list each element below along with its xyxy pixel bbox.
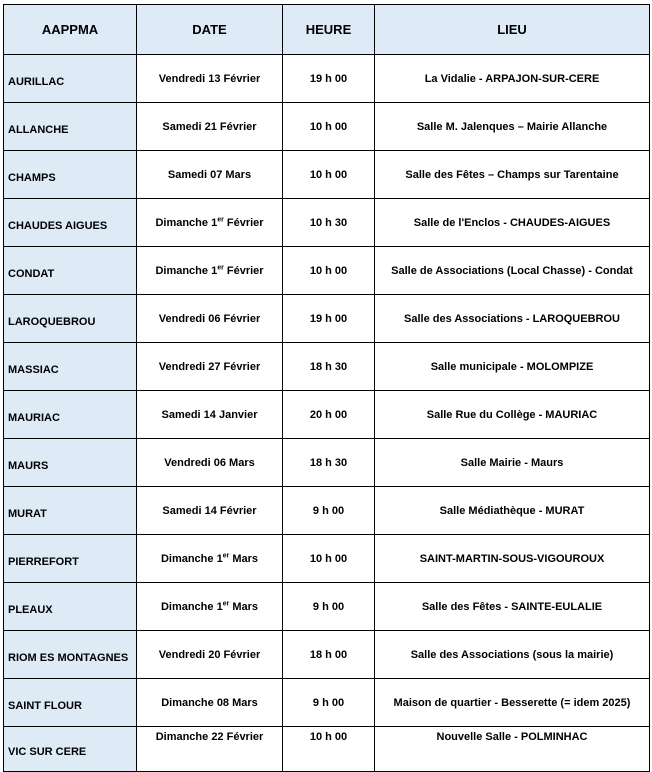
cell-date: Vendredi 27 Février bbox=[137, 343, 283, 391]
cell-date: Vendredi 20 Février bbox=[137, 631, 283, 679]
cell-lieu: Nouvelle Salle - POLMINHAC bbox=[375, 727, 650, 772]
cell-heure: 18 h 30 bbox=[283, 343, 375, 391]
cell-date bbox=[137, 583, 283, 631]
cell-lieu: Salle des Associations (sous la mairie) bbox=[375, 631, 650, 679]
table-row bbox=[4, 199, 650, 247]
table-row bbox=[4, 727, 650, 772]
cell-lieu: Salle Rue du Collège - MAURIAC bbox=[375, 391, 650, 439]
cell-date: Samedi 07 Mars bbox=[137, 151, 283, 199]
table-row bbox=[4, 583, 650, 631]
cell-aappma: CHAMPS bbox=[4, 151, 137, 199]
cell-lieu: Salle Médiathèque - MURAT bbox=[375, 487, 650, 535]
cell-aappma: ALLANCHE bbox=[4, 103, 137, 151]
cell-heure: 10 h 00 bbox=[283, 103, 375, 151]
cell-aappma: MURAT bbox=[4, 487, 137, 535]
date-month: Mars bbox=[229, 552, 259, 565]
cell-aappma: LAROQUEBROU bbox=[4, 295, 137, 343]
cell-aappma: CONDAT bbox=[4, 247, 137, 295]
cell-lieu: SAINT-MARTIN-SOUS-VIGOUROUX bbox=[375, 535, 650, 583]
table-row bbox=[4, 343, 650, 391]
table-row bbox=[4, 103, 650, 151]
table-row bbox=[4, 679, 650, 727]
cell-heure: 9 h 00 bbox=[283, 679, 375, 727]
cell-aappma: SAINT FLOUR bbox=[4, 679, 137, 727]
date-text: Dimanche 1 bbox=[155, 216, 218, 229]
cell-lieu: Salle municipale - MOLOMPIZE bbox=[375, 343, 650, 391]
cell-date: Samedi 14 Janvier bbox=[137, 391, 283, 439]
cell-heure: 10 h 00 bbox=[283, 535, 375, 583]
date-text: Dimanche 1 bbox=[160, 552, 223, 565]
table-row bbox=[4, 55, 650, 103]
cell-aappma: AURILLAC bbox=[4, 55, 137, 103]
cell-lieu: Salle des Fêtes – Champs sur Tarentaine bbox=[375, 151, 650, 199]
cell-date bbox=[137, 535, 283, 583]
table-row bbox=[4, 439, 650, 487]
table-row bbox=[4, 295, 650, 343]
cell-heure: 9 h 00 bbox=[283, 487, 375, 535]
cell-date: Vendredi 06 Février bbox=[137, 295, 283, 343]
cell-aappma: PIERREFORT bbox=[4, 535, 137, 583]
cell-date: Vendredi 13 Février bbox=[137, 55, 283, 103]
table-row bbox=[4, 247, 650, 295]
header-aappma: AAPPMA bbox=[4, 5, 137, 55]
cell-date: Vendredi 06 Mars bbox=[137, 439, 283, 487]
cell-date: Samedi 14 Février bbox=[137, 487, 283, 535]
date-month: Février bbox=[223, 216, 264, 229]
cell-lieu: Salle des Associations - LAROQUEBROU bbox=[375, 295, 650, 343]
cell-heure: 19 h 00 bbox=[283, 55, 375, 103]
date-ordinal: er bbox=[222, 599, 230, 607]
cell-heure: 10 h 30 bbox=[283, 199, 375, 247]
table-row bbox=[4, 631, 650, 679]
cell-lieu: Salle des Fêtes - SAINTE-EULALIE bbox=[375, 583, 650, 631]
date-ordinal: er bbox=[217, 263, 224, 271]
cell-aappma: MAURIAC bbox=[4, 391, 137, 439]
header-date: DATE bbox=[137, 5, 283, 55]
table-row bbox=[4, 151, 650, 199]
cell-lieu: Maison de quartier - Besserette (= idem 2025) bbox=[375, 679, 650, 727]
table-row bbox=[4, 391, 650, 439]
cell-date bbox=[137, 199, 283, 247]
header-heure: HEURE bbox=[283, 5, 375, 55]
cell-heure: 10 h 00 bbox=[283, 151, 375, 199]
cell-aappma: RIOM ES MONTAGNES bbox=[4, 631, 137, 679]
meetings-table bbox=[3, 4, 650, 772]
cell-lieu: Salle de Associations (Local Chasse) - Condat bbox=[375, 247, 650, 295]
cell-heure: 20 h 00 bbox=[283, 391, 375, 439]
header-lieu: LIEU bbox=[375, 5, 650, 55]
table-row bbox=[4, 487, 650, 535]
date-ordinal: er bbox=[222, 551, 230, 559]
date-month: Mars bbox=[229, 600, 259, 613]
cell-lieu: Salle Mairie - Maurs bbox=[375, 439, 650, 487]
cell-aappma: VIC SUR CERE bbox=[4, 727, 137, 772]
date-text: Dimanche 1 bbox=[155, 264, 218, 277]
cell-heure: 18 h 00 bbox=[283, 631, 375, 679]
cell-heure: 10 h 00 bbox=[283, 247, 375, 295]
cell-aappma: CHAUDES AIGUES bbox=[4, 199, 137, 247]
cell-date: Dimanche 08 Mars bbox=[137, 679, 283, 727]
cell-aappma: MAURS bbox=[4, 439, 137, 487]
cell-heure: 18 h 30 bbox=[283, 439, 375, 487]
table-row bbox=[4, 535, 650, 583]
date-text: Dimanche 1 bbox=[160, 600, 223, 613]
cell-date bbox=[137, 247, 283, 295]
table-header-row bbox=[4, 5, 650, 55]
cell-date: Samedi 21 Février bbox=[137, 103, 283, 151]
date-ordinal: er bbox=[217, 215, 224, 223]
cell-lieu: Salle M. Jalenques – Mairie Allanche bbox=[375, 103, 650, 151]
date-month: Février bbox=[223, 264, 264, 277]
cell-date: Dimanche 22 Février bbox=[137, 727, 283, 772]
cell-lieu: La Vidalie - ARPAJON-SUR-CERE bbox=[375, 55, 650, 103]
cell-aappma: PLEAUX bbox=[4, 583, 137, 631]
cell-heure: 9 h 00 bbox=[283, 583, 375, 631]
cell-heure: 10 h 00 bbox=[283, 727, 375, 772]
cell-lieu: Salle de l'Enclos - CHAUDES-AIGUES bbox=[375, 199, 650, 247]
cell-heure: 19 h 00 bbox=[283, 295, 375, 343]
cell-aappma: MASSIAC bbox=[4, 343, 137, 391]
